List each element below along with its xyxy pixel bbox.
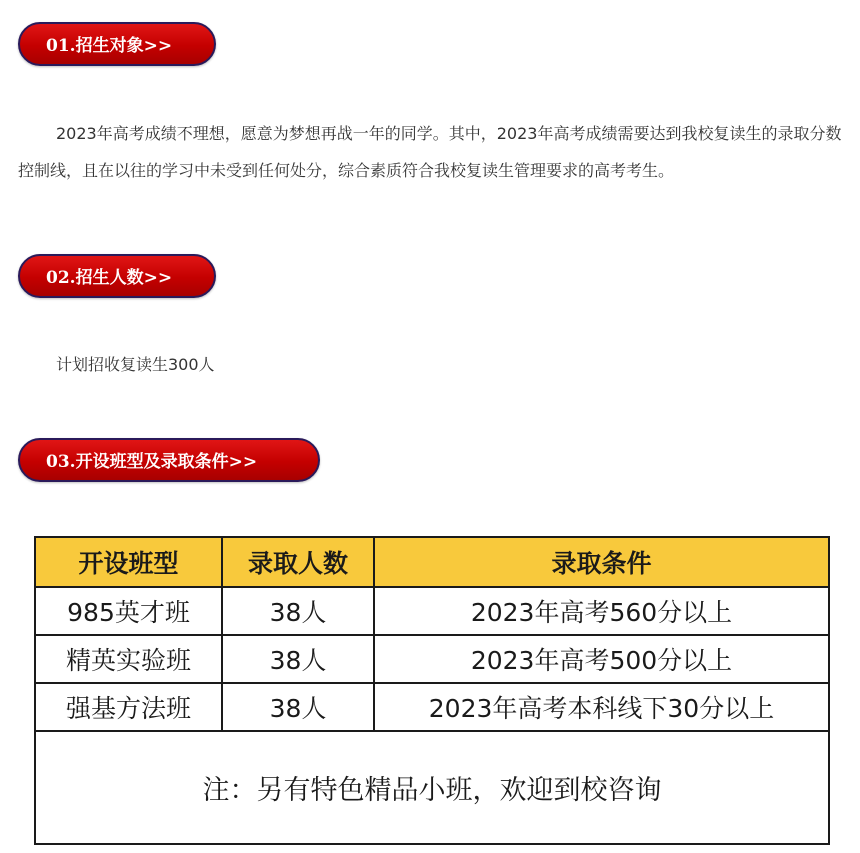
section-heading-quota: 02.招生人数>> — [18, 254, 216, 298]
quota-paragraph: 计划招收复读生300人 — [56, 355, 215, 374]
enroll-count-cell: 38人 — [222, 587, 374, 635]
section-heading-target: 01.招生对象>> — [18, 22, 216, 66]
class-table — [34, 536, 830, 845]
enroll-condition-cell: 2023年高考560分以上 — [374, 587, 829, 635]
table-row — [35, 683, 829, 731]
class-type-cell: 985英才班 — [35, 587, 222, 635]
header-enroll-condition: 录取条件 — [374, 537, 829, 587]
table-header-row — [35, 537, 829, 587]
header-enroll-count: 录取人数 — [222, 537, 374, 587]
class-type-cell: 精英实验班 — [35, 635, 222, 683]
table-note-row — [35, 731, 829, 844]
table-note: 注：另有特色精品小班，欢迎到校咨询 — [35, 731, 829, 844]
enroll-count-cell: 38人 — [222, 635, 374, 683]
enroll-count-cell: 38人 — [222, 683, 374, 731]
enroll-condition-cell: 2023年高考本科线下30分以上 — [374, 683, 829, 731]
enroll-condition-cell: 2023年高考500分以上 — [374, 635, 829, 683]
section-heading-classes: 03.开设班型及录取条件>> — [18, 438, 320, 482]
table-row — [35, 635, 829, 683]
table-row — [35, 587, 829, 635]
header-class-type: 开设班型 — [35, 537, 222, 587]
class-type-cell: 强基方法班 — [35, 683, 222, 731]
target-paragraph: 2023年高考成绩不理想，愿意为梦想再战一年的同学。其中，2023年高考成绩需要达到我校复读生的录取分数控制线，且在以往的学习中未受到任何处分，综合素质符合我校复读生管理要求的高考考生。 — [18, 124, 842, 180]
